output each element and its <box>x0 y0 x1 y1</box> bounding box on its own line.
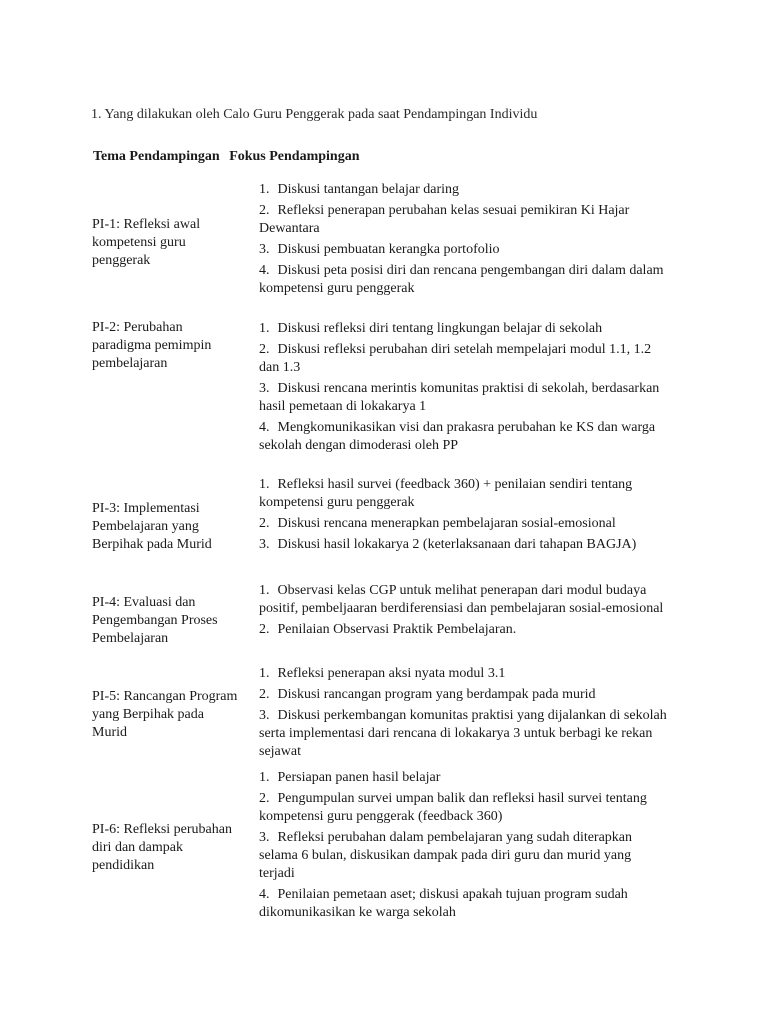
list-item: 1. Diskusi refleksi diri tentang lingkungan belajar di sekolah <box>259 321 603 336</box>
focus-list <box>259 665 669 764</box>
list-item: 3. Refleksi perubahan dalam pembelajaran yang sudah diterapkan selama 6 bulan, diskusikan dampak pada diri guru dan murid yang terjadi <box>259 830 633 881</box>
focus-list <box>259 582 669 642</box>
focus-list <box>259 320 669 458</box>
column-header-theme: Tema Pendampingan <box>93 149 220 164</box>
document-heading: 1. Yang dilakukan oleh Calo Guru Penggerak pada saat Pendampingan Individu <box>91 107 538 122</box>
list-item: 4. Mengkomunikasikan visi dan prakasra perubahan ke KS dan warga sekolah dengan dimoderasi oleh PP <box>259 420 656 453</box>
list-item: 2. Pengumpulan survei umpan balik dan refleksi hasil survei tentang kompetensi guru penggerak (feedback 360) <box>259 791 647 824</box>
theme-label: PI-5: Rancangan Program yang Berpihak pada Murid <box>92 689 238 740</box>
list-item: 2. Diskusi rancangan program yang berdampak pada murid <box>259 687 596 702</box>
list-item: 2. Penilaian Observasi Praktik Pembelajaran. <box>259 622 517 637</box>
focus-list <box>259 181 669 301</box>
list-item: 3. Diskusi hasil lokakarya 2 (keterlaksanaan dari tahapan BAGJA) <box>259 537 637 552</box>
theme-label: PI-1: Refleksi awal kompetensi guru penggerak <box>92 217 201 268</box>
list-item: 1. Persiapan panen hasil belajar <box>259 770 441 785</box>
list-item: 1. Diskusi tantangan belajar daring <box>259 182 460 197</box>
list-item: 3. Diskusi perkembangan komunitas praktisi yang dijalankan di sekolah serta implementasi dari rencana di lokakarya 3 untuk berbagi ke rekan sejawat <box>259 708 667 759</box>
list-item: 1. Observasi kelas CGP untuk melihat penerapan dari modul budaya positif, pembeljaaran berdiferensiasi dan pembelajaran sosial-emosional <box>259 583 664 616</box>
column-header-focus: Fokus Pendampingan <box>229 149 360 164</box>
theme-label: PI-6: Refleksi perubahan diri dan dampak pendidikan <box>92 822 232 873</box>
list-item: 4. Penilaian pemetaan aset; diskusi apakah tujuan program sudah dikomunikasikan ke warga sekolah <box>259 887 628 920</box>
list-item: 3. Diskusi pembuatan kerangka portofolio <box>259 242 500 257</box>
theme-label: PI-3: Implementasi Pembelajaran yang Berpihak pada Murid <box>92 501 212 552</box>
list-item: 3. Diskusi rencana merintis komunitas praktisi di sekolah, berdasarkan hasil pemetaan di lokakarya 1 <box>259 381 660 414</box>
list-item: 1. Refleksi hasil survei (feedback 360) + penilaian sendiri tentang kompetensi guru penggerak <box>259 477 633 510</box>
theme-label: PI-4: Evaluasi dan Pengembangan Proses Pembelajaran <box>92 595 218 646</box>
theme-label: PI-2: Perubahan paradigma pemimpin pembelajaran <box>92 320 212 371</box>
list-item: 2. Refleksi penerapan perubahan kelas sesuai pemikiran Ki Hajar Dewantara <box>259 203 630 236</box>
column-headers <box>93 148 360 166</box>
focus-list <box>259 476 669 557</box>
list-item: 1. Refleksi penerapan aksi nyata modul 3.1 <box>259 666 506 681</box>
list-item: 4. Diskusi peta posisi diri dan rencana pengembangan diri dalam dalam kompetensi guru penggerak <box>259 263 664 296</box>
focus-list <box>259 769 669 925</box>
list-item: 2. Diskusi rencana menerapkan pembelajaran sosial-emosional <box>259 516 616 531</box>
list-item: 2. Diskusi refleksi perubahan diri setelah mempelajari modul 1.1, 1.2 dan 1.3 <box>259 342 652 375</box>
